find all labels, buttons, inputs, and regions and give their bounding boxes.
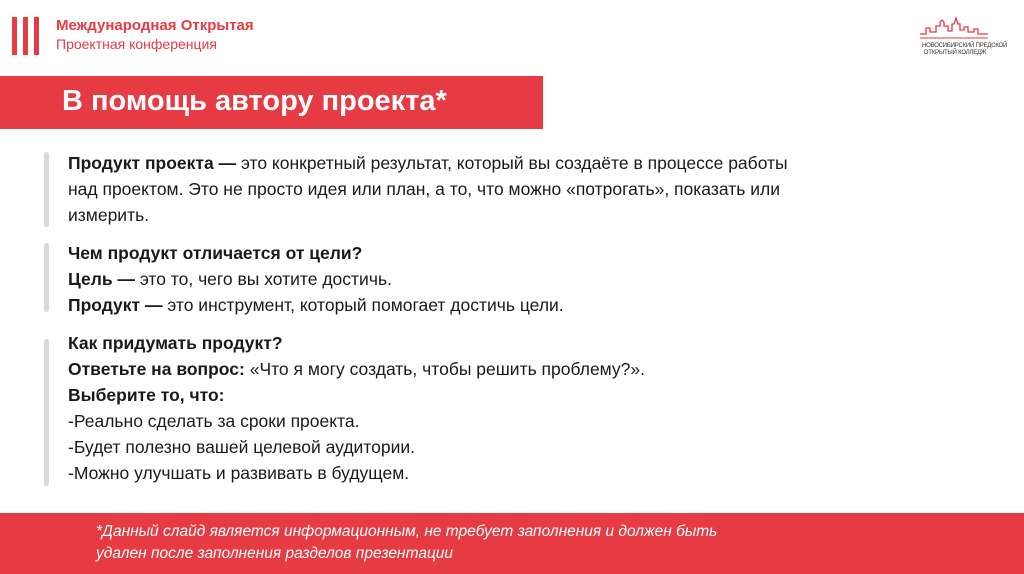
footer-note-line2: удален после заполнения разделов презентации (96, 545, 454, 562)
product-term: Продукт проекта — (68, 153, 237, 173)
conference-title: Международная Открытая (56, 17, 254, 34)
invent-product-heading: Как придумать продукт? (68, 333, 283, 353)
block2-divider (44, 243, 49, 312)
conference-subtitle: Проектная конференция (56, 36, 217, 52)
footer-note (96, 521, 916, 565)
product-text: это инструмент, который помогает достичь цели. (162, 295, 564, 315)
college-logo (918, 14, 1008, 60)
product-definition-line3: измерить. (68, 205, 150, 225)
answer-term: Ответьте на вопрос: (68, 359, 245, 379)
block3-divider (44, 339, 49, 486)
answer-text: «Что я могу создать, чтобы решить проблему?». (244, 359, 645, 379)
conference-logo-bars (12, 17, 44, 55)
goal-text: это то, чего вы хотите достичь. (134, 269, 392, 289)
list-item: -Реально сделать за сроки проекта. (68, 411, 360, 431)
college-name-line1: НОВОСИБИРСКИЙ ПРЕДСКОЙ (922, 43, 1008, 49)
college-name-line2: ОТКРЫТЫЙ КОЛЛЕДЖ (923, 50, 987, 56)
invent-product-block (68, 330, 968, 486)
list-item: -Будет полезно вашей целевой аудитории. (68, 437, 416, 457)
goal-term: Цель — (68, 269, 135, 289)
product-definition-line2: над проектом. Это не просто идея или план, а то, что можно «потрогать», показать или (68, 179, 780, 199)
product-definition-block (68, 150, 968, 228)
choose-heading: Выберите то, что: (68, 385, 225, 405)
product-definition-line1: это конкретный результат, который вы создаёте в процессе работы (236, 153, 788, 173)
product-term-2: Продукт — (68, 295, 163, 315)
product-vs-goal-heading: Чем продукт отличается от цели? (68, 243, 363, 263)
list-item: -Можно улучшать и развивать в будущем. (68, 463, 410, 483)
slide-title: В помощь автору проекта* (62, 85, 447, 117)
product-vs-goal-block (68, 240, 968, 318)
footer-note-line1: *Данный слайд является информационным, не требует заполнения и должен быть (96, 523, 718, 540)
block1-divider (44, 152, 49, 227)
